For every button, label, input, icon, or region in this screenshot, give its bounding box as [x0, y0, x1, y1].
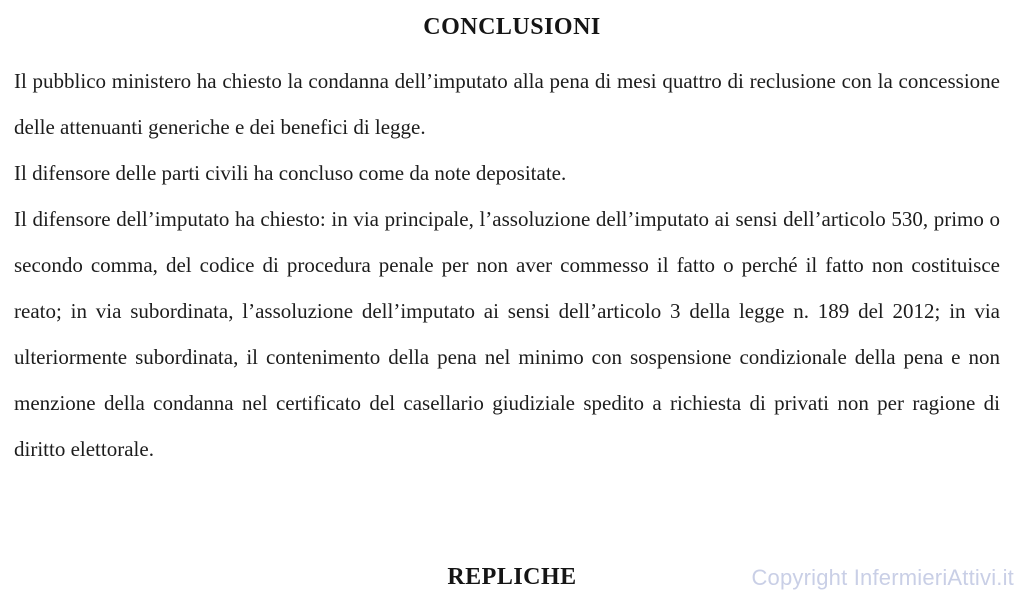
paragraph-pubblico-ministero: Il pubblico ministero ha chiesto la condanna dell’imputato alla pena di mesi quattro di reclusione con la concessione delle attenuanti generiche e dei benefici di legge.: [14, 69, 1000, 139]
copyright-watermark: Copyright InfermieriAttivi.it: [751, 565, 1014, 590]
paragraph-parti-civili: Il difensore delle parti civili ha concluso come da note depositate.: [14, 161, 567, 185]
section-heading-conclusioni: CONCLUSIONI: [423, 14, 601, 40]
section-heading-repliche: REPLICHE: [447, 564, 577, 590]
paragraph-difensore-imputato: Il difensore dell’imputato ha chiesto: in via principale, l’assoluzione dell’imputato ai sensi dell’articolo 530, primo o secondo comma, del codice di procedura penale per non aver commesso il fatto o perché il fatto non costituisce reato; in via subordinata, l’assoluzione dell’imputato ai sensi dell’articolo 3 della legge n. 189 del 2012; in via ulteriormente subordinata, il contenimento della pena nel minimo con sospensione condizionale della pena e non menzione della condanna nel certificato del casellario giudiziale spedito a richiesta di privati non per ragione di diritto elettorale.: [14, 207, 1000, 461]
document-body: [14, 58, 1000, 472]
